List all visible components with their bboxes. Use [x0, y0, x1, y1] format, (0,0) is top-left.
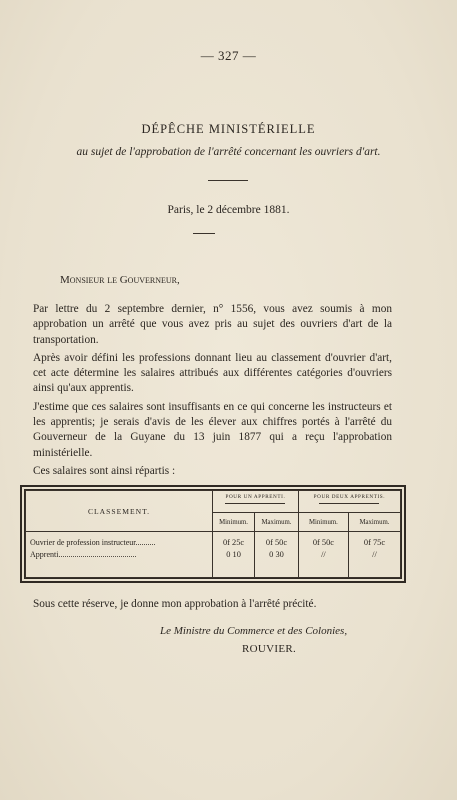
table-row — [26, 532, 401, 578]
paragraph: Par lettre du 2 septembre dernier, n° 1556, vous avez soumis à mon approbation un arrêté que vous avez pris au sujet des ouvriers d'art de la transportation. — [33, 303, 392, 346]
closing-sentence: Sous cette réserve, je donne mon approbation à l'arrêté précité. — [33, 598, 317, 610]
column-header-maximum: Maximum. — [255, 513, 299, 532]
signature-title: Le Ministre du Commerce et des Colonies, — [160, 625, 348, 637]
salary-table — [20, 485, 406, 583]
column-group-one-apprentice — [213, 491, 299, 513]
cell-value: 0f 50c — [312, 538, 334, 547]
page-number: — 327 — — [200, 48, 257, 63]
cell-value: 0f 25c — [222, 538, 245, 547]
dateline: Paris, le 2 décembre 1881. — [167, 204, 290, 216]
cell-value: 0f 50c — [265, 538, 288, 547]
row-label: Ouvrier de profession instructeur.......... — [30, 538, 156, 547]
title-divider — [208, 180, 248, 181]
paragraph: Après avoir défini les professions donnant lieu au classement d'ouvrier d'art, cet acte détermine les salaires attribués aux différentes catégories d'ouvriers ainsi qu'aux apprentis. — [33, 351, 392, 395]
salutation: Monsieur le Gouverneur, — [60, 274, 180, 286]
salary-table-grid — [25, 490, 401, 578]
cell-value: // — [321, 550, 326, 559]
paragraph: J'estime que ces salaires sont insuffisants en ce qui concerne les instructeurs et les apprentis; je serais d'avis de les élever aux chiffres portés à l'arrêté du Gouverneur de la Guyane du 13 juin 1877 qui a reçu l'approbation ministérielle. — [33, 400, 392, 459]
letter-body — [33, 302, 392, 482]
document-title: DÉPÊCHE MINISTÉRIELLE — [141, 122, 316, 136]
paragraph: Ces salaires sont ainsi répartis : — [33, 464, 176, 477]
cell-value: 0 30 — [269, 550, 284, 559]
column-header-minimum: Minimum. — [298, 513, 348, 532]
cell-value: 0f 75c — [363, 538, 386, 547]
cell-value: 0 10 — [226, 550, 241, 559]
signature-name: ROUVIER. — [242, 643, 297, 655]
row-label: Apprenti....................................... — [30, 550, 137, 559]
group-one-label: POUR UN APPRENTI. — [225, 494, 286, 500]
date-divider — [193, 233, 215, 234]
document-subtitle: au sujet de l'approbation de l'arrêté concernant les ouvriers d'art. — [76, 146, 381, 158]
group-two-label: POUR DEUX APPRENTIS. — [313, 494, 386, 500]
column-group-two-apprentices — [298, 491, 400, 513]
cell-value: // — [372, 550, 377, 559]
column-header-minimum: Minimum. — [213, 513, 255, 532]
column-header-classement: CLASSEMENT. — [26, 491, 213, 532]
column-header-maximum: Maximum. — [348, 513, 400, 532]
